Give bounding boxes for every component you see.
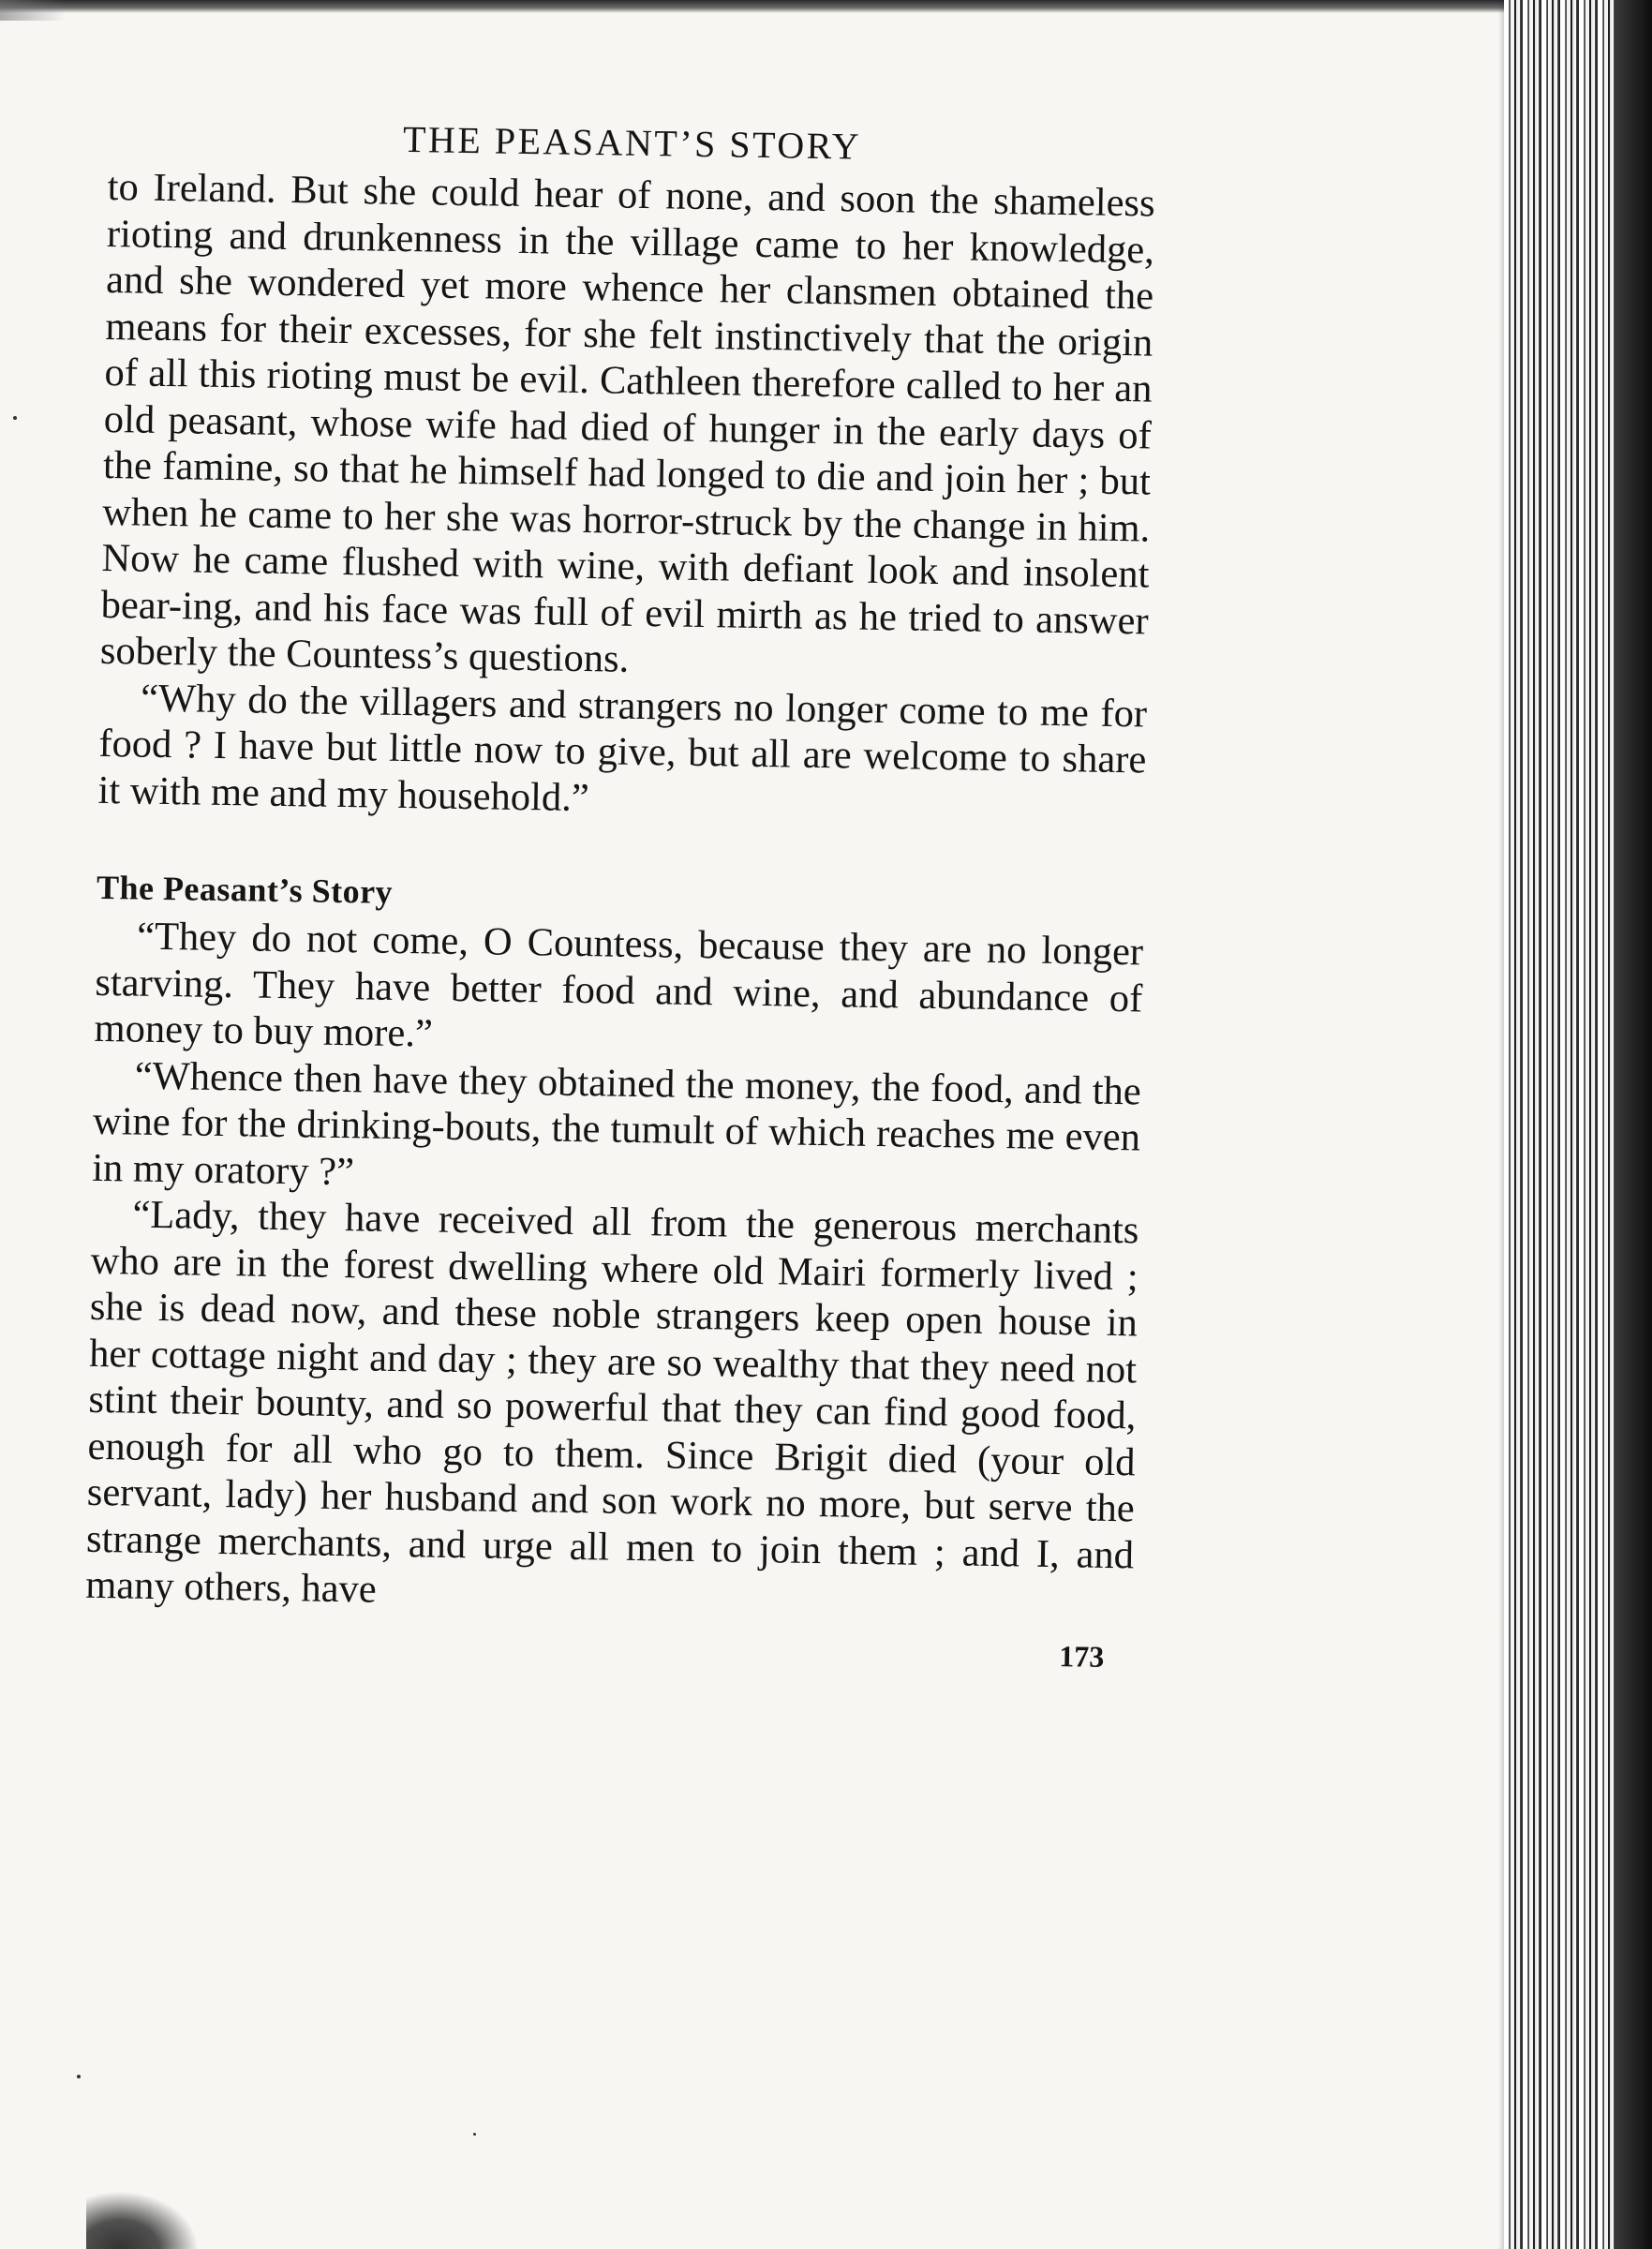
section-heading: The Peasant’s Story <box>96 868 394 911</box>
scan-top-edge-shadow <box>0 0 1652 13</box>
scan-bottom-smudge <box>86 2191 199 2249</box>
paragraph-opening: to Ireland. But she could hear of none, and soon the shameless rioting and drunkenness in the village came to her knowledge, and she wondered yet more whence her clansmen obtained the means for their excesses, for she felt instinctively that the origin of all this rioting must be evil. Cathleen therefore called to her an old peasant, whose wife had died of hunger in the early days of the famine, so that he himself had longed to die and join her ; but when he came to her she was horror-struck by the change in him. Now he came flushed with wine, with defiant look and insolent bear-ing, and his face was full of evil mirth as he tried to answer soberly the Countess’s questions. <box>99 164 1155 681</box>
scan-speck <box>77 2075 81 2078</box>
page-number: 173 <box>1058 1638 1105 1674</box>
scan-speck <box>473 2133 476 2136</box>
paragraph-peasant-merchants: “Lady, they have received all from the generous merchants who are in the forest dwelling where old Mairi formerly lived ; she is dead now, and these noble strangers keep open house in her cottage night and day ; they are so wealthy that they need not stint their bounty, and so powerful that they can find good food, enough for all who go to them. Since Brigit died (your old servant, lady) her husband and son work no more, but serve the strange merchants, and urge all men to join them ; and I, and many others, have <box>84 1192 1139 1612</box>
page-text-block <box>84 112 1156 1675</box>
scan-corner-smudge <box>0 0 66 21</box>
binding-dark-edge <box>1615 0 1652 2249</box>
running-head: THE PEASANT’S STORY <box>402 117 862 168</box>
paragraph-countess-whence: “Whence then have they obtained the money, the food, and the wine for the drinking-bouts, the tumult of which reaches me even in my oratory ?” <box>91 1053 1142 1194</box>
scan-speck <box>13 416 17 420</box>
paragraph-peasant-reply: “They do not come, O Countess, because they are no longer starving. They have better food and wine, and abundance of money to buy more.” <box>94 914 1144 1056</box>
paragraph-countess-question: “Why do the villagers and strangers no longer come to me for food ? I have but little now to give, but all are welcome to share it with me and my household.” <box>97 676 1148 820</box>
